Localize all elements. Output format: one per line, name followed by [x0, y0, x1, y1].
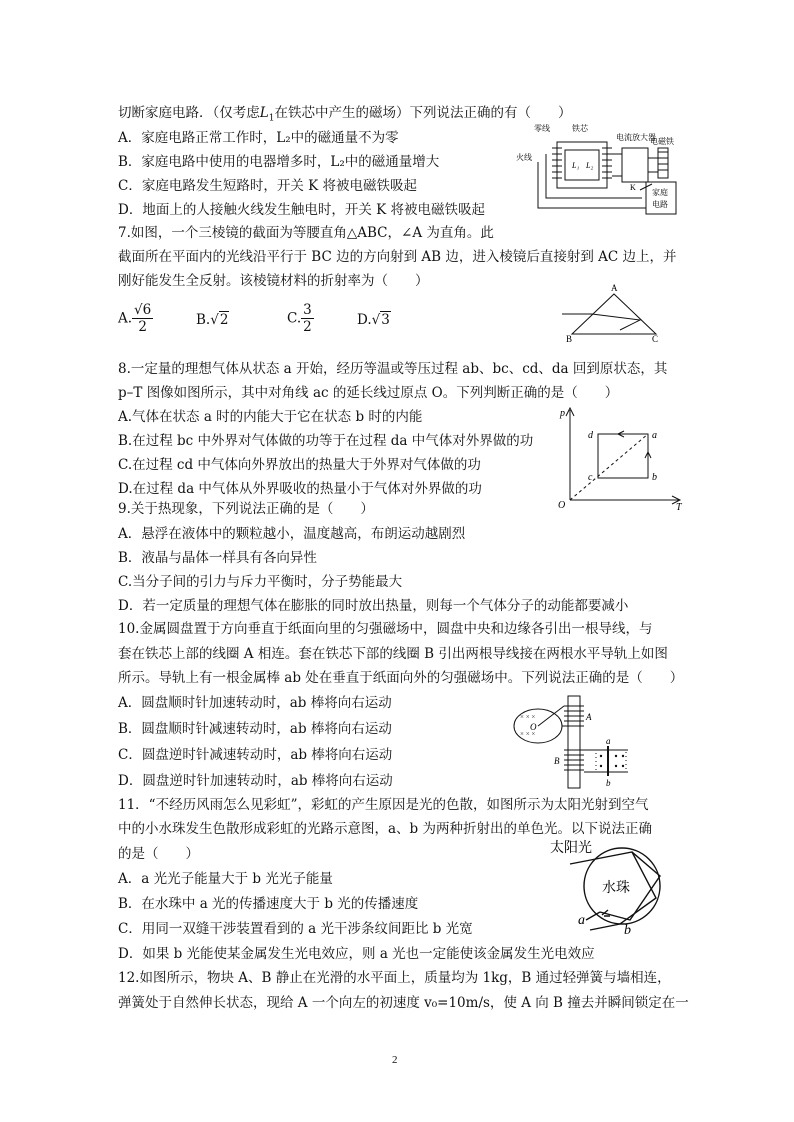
coil-a: [564, 706, 584, 726]
q8-option-a: A.气体在状态 a 时的内能大于它在状态 b 时的内能: [118, 409, 423, 425]
q9-option-a: A．悬浮在液体中的颗粒越小，温度越高，布朗运动越剧烈: [118, 526, 466, 542]
q7-stem-line-1: 7.如图，一个三棱镜的截面为等腰直角△ABC，∠A 为直角。此: [118, 225, 494, 241]
q6-circuit-figure: [512, 118, 677, 218]
label-l1: L₁: [572, 161, 580, 170]
q6-option-b: B．家庭电路中使用的电器增多时，L₂中的磁通量增大: [118, 154, 440, 170]
q8-stem-line-2: p–T 图像如图所示，其中对角线 ac 的延长线过原点 O。下列判断正确的是（ ）: [118, 385, 619, 401]
q10-stem-line-1: 10.金属圆盘置于方向垂直于纸面向里的匀强磁场中，圆盘中央和边缘各引出一根导线，与: [118, 621, 653, 637]
q7-stem-line-2: 截面所在平面内的光线沿平行于 BC 边的方向射到 AB 边，进入棱镜后直接射到 AC 边上，并: [118, 249, 677, 265]
q11-option-a: A．a 光光子能量大于 b 光光子能量: [118, 871, 333, 887]
q6-l1-subscript: 1: [268, 113, 275, 124]
q7-option-d-value: 3: [381, 312, 390, 328]
ray-a-label: a: [578, 913, 585, 928]
label-l2: L₂: [586, 161, 594, 170]
ray-b-label: b: [624, 923, 631, 938]
q9-option-b: B．液晶与晶体一样具有各向异性: [118, 550, 317, 566]
q6-option-c: C．家庭电路发生短路时，开关 K 将被电磁铁吸起: [118, 178, 417, 194]
svg-text:× × ×: × × ×: [520, 713, 536, 721]
q10-option-b: B．圆盘顺时针减速转动时，ab 棒将向右运动: [118, 721, 392, 737]
q7-option-a-denominator: 2: [138, 319, 147, 335]
q7-prism-figure: [560, 282, 665, 344]
home-circuit-box: [646, 182, 676, 214]
q11-stem-line-1: 11．“不经历风雨怎么见彩虹”，彩虹的产生原因是光的色散，如图所示为太阳光射到空气: [118, 797, 649, 813]
q7-option-a-label: A.: [118, 310, 133, 327]
q7-option-d: D.√3: [357, 312, 390, 328]
q7-option-a-numerator: √6: [134, 302, 152, 318]
label-neutral: 零线: [534, 124, 550, 133]
q7-option-b-label: B.: [196, 312, 211, 328]
q6-cont-text-a: 切断家庭电路．（仅考虑: [118, 105, 260, 121]
q7-option-d-label: D.: [357, 312, 372, 328]
current-amplifier: [622, 148, 648, 182]
q8-pt-diagram: [552, 404, 687, 512]
coil-b: [564, 750, 584, 770]
q12-stem-line-2: 弹簧处于自然伸长状态，现给 A 一个向左的初速度 v₀=10m/s，使 A 向 B 撞去并瞬间锁定在一: [118, 995, 689, 1011]
q10-option-c: C．圆盘逆时针减速转动时，ab 棒将向右运动: [118, 747, 393, 763]
light-ray: [562, 314, 640, 330]
q6-option-a: A．家庭电路正常工作时，L₂中的磁通量不为零: [118, 130, 399, 146]
q7-option-c: [287, 302, 314, 335]
vertex-a: A: [611, 283, 618, 293]
q8-option-d: D.在过程 da 中气体从外界吸收的热量小于气体对外界做的功: [118, 481, 482, 497]
label-electromagnet: 电磁铁: [650, 137, 674, 146]
axis-label-p: p: [560, 408, 565, 419]
vertex-c: C: [652, 334, 659, 344]
label-home-2: 电路: [652, 200, 668, 209]
vertex-b: B: [566, 334, 573, 344]
page-number: 2: [392, 1054, 398, 1066]
state-b: b: [652, 472, 657, 483]
q10-option-a: A．圆盘顺时针加速转动时，ab 棒将向右运动: [118, 695, 392, 711]
q10-option-d: D．圆盘逆时针加速转动时，ab 棒将向右运动: [118, 773, 393, 789]
sunlight-label: 太阳光: [550, 841, 592, 856]
q11-option-c: C．用同一双缝干涉装置看到的 a 光干涉条纹间距比 b 光宽: [118, 921, 473, 937]
origin-label: O: [558, 500, 566, 511]
iron-core-bar: [568, 696, 580, 788]
q8-option-b: B.在过程 bc 中外界对气体做的功等于在过程 da 中气体对外界做的功: [118, 433, 534, 449]
q11-stem-line-2: 中的小水珠发生色散形成彩虹的光路示意图，a、b 为两种折射出的单色光。以下说法正确: [118, 821, 652, 837]
q7-option-a: [118, 302, 153, 335]
q11-option-b: B．在水珠中 a 光的传播速度大于 b 光的传播速度: [118, 896, 419, 912]
q6-cont-text-b: 在铁芯中产生的磁场）下列说法正确的有（ ）: [274, 105, 572, 121]
label-live: 火线: [516, 153, 532, 162]
field-region: [596, 750, 626, 772]
q8-stem-line-1: 8.一定量的理想气体从状态 a 开始，经历等温或等压过程 ab、bc、cd、da 回到原状态，其: [118, 361, 668, 377]
q7-option-c-denominator: 2: [303, 319, 312, 335]
state-a: a: [652, 430, 657, 441]
q7-option-c-numerator: 3: [303, 302, 312, 318]
q7-option-b: B.√2: [196, 312, 229, 328]
label-k: K: [630, 183, 636, 192]
q7-stem-line-3: 刚好能发生全反射。该棱镜材料的折射率为（ ）: [118, 273, 429, 289]
q11-option-d: D．如果 b 光能使某金属发生光电效应，则 a 光也一定能使该金属发生光电效应: [118, 946, 595, 962]
svg-text:× × ×: × × ×: [520, 730, 536, 738]
q7-option-b-value: 2: [219, 312, 229, 328]
rod-end-b: b: [606, 778, 611, 788]
q6-option-d: D．地面上的人接触火线发生触电时，开关 K 将被电磁铁吸起: [118, 202, 485, 218]
label-core: 铁芯: [572, 124, 588, 133]
q10-stem-line-3: 所示。导轨上有一根金属棒 ab 处在垂直于纸面向外的匀强磁场中。下列说法正确的是（ ）: [118, 670, 684, 686]
q11-water-drop-figure: [540, 836, 680, 938]
rod-end-a: a: [606, 736, 611, 746]
q10-disc-rail-figure: [510, 692, 635, 790]
state-d: d: [588, 430, 593, 441]
label-amplifier: 电流放大器: [616, 133, 656, 142]
q9-option-c: C.当分子间的引力与斥力平衡时，分子势能最大: [118, 574, 403, 590]
state-c: c: [588, 472, 593, 483]
q9-option-d: D．若一定质量的理想气体在膨胀的同时放出热量，则每一个气体分子的动能都要减小: [118, 598, 629, 614]
coil-b-label: B: [554, 756, 560, 766]
q8-option-c: C.在过程 cd 中气体向外界放出的热量大于外界对气体做的功: [118, 457, 481, 473]
q12-stem-line-1: 12.如图所示，物块 A、B 静止在光滑的水平面上，质量均为 1kg，B 通过轻弹簧与墙相连，: [118, 970, 671, 986]
drop-label: 水珠: [602, 881, 630, 896]
q6-continuation: [118, 104, 571, 128]
q9-title: 9.关于热现象，下列说法正确的是（ ）: [118, 501, 374, 517]
q10-stem-line-2: 套在铁芯上部的线圈 A 相连。套在铁芯下部的线圈 B 引出两根导线接在两根水平导轨上如图: [118, 646, 668, 662]
q6-l1-symbol: L: [259, 105, 269, 121]
coil-a-label: A: [586, 712, 592, 722]
q7-option-c-label: C.: [287, 310, 302, 327]
q11-stem-line-3: 的是（ ）: [118, 846, 199, 862]
disc-center-o: O: [530, 722, 537, 732]
iron-core-window: [565, 150, 599, 180]
axis-label-t: T: [676, 502, 682, 512]
label-home-1: 家庭: [652, 188, 668, 197]
diagonal-ac: [570, 434, 648, 500]
rails: [584, 750, 628, 772]
